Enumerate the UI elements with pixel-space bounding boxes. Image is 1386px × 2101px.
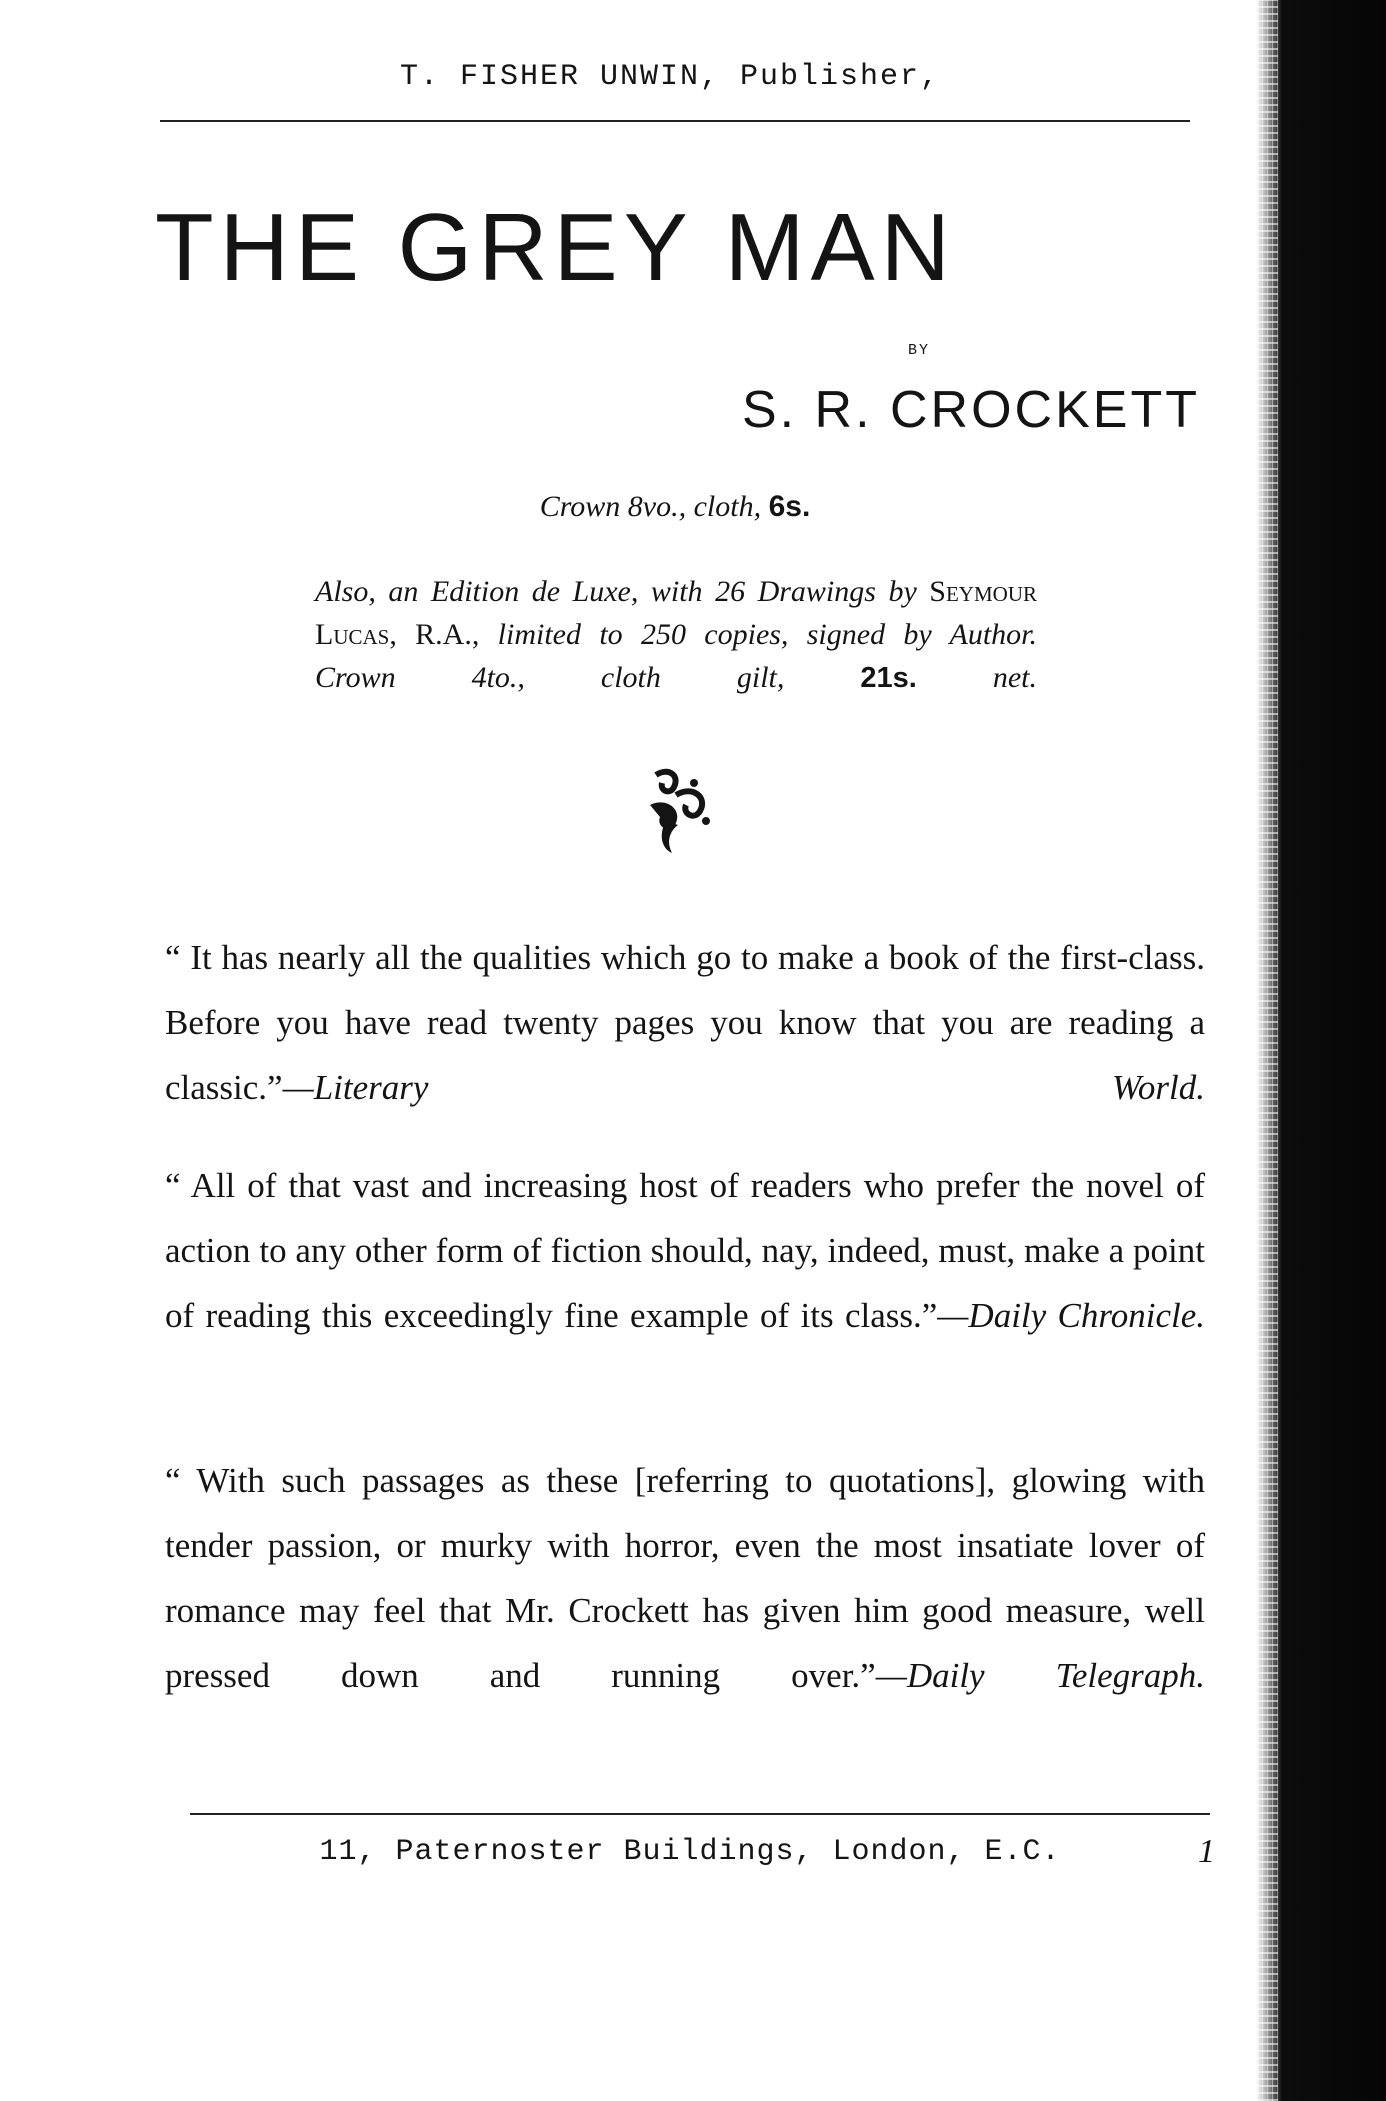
- edition-text-part2: limited to 250 copies, signed by Author. Crown 4to., cloth gilt,: [315, 618, 1037, 694]
- review-quote-literary-world: [165, 925, 1205, 1120]
- fleuron-ornament-icon: [636, 765, 716, 855]
- edition-net: net.: [992, 661, 1038, 694]
- review-quote-source: —Literary World.: [282, 1068, 1205, 1107]
- review-quote-text: “ It has nearly all the qualities which go to make a book of the first-class. Before you have read twenty pages you know that you are reading a classic.”: [165, 938, 1205, 1107]
- page-number: 1: [1198, 1833, 1215, 1870]
- edition-text-part1: Also, an Edition de Luxe, with 26 Drawings by: [315, 575, 917, 608]
- by-label: BY: [907, 342, 930, 359]
- author-name: S. R. CROCKETT: [741, 381, 1200, 439]
- book-title: THE GREY MAN: [155, 194, 956, 301]
- format-line: [160, 490, 1190, 524]
- review-quote-text: “ All of that vast and increasing host of readers who prefer the novel of action to any other form of fiction should, nay, indeed, must, make a point of reading this exceedingly fine example of its class.”: [165, 1166, 1205, 1335]
- format-price: 6s.: [768, 490, 811, 523]
- edition-illustrator: Seymour Lucas, R.A.,: [315, 575, 1037, 651]
- review-quote-daily-chronicle: [165, 1153, 1205, 1348]
- review-quote-source: —Daily Telegraph.: [875, 1656, 1205, 1695]
- review-quote-text: “ With such passages as these [referring to quotations], glowing with tender passion, or murky with horror, even the most insatiate lover of romance may feel that Mr. Crockett has given him good measure, well pressed down and running over.”: [165, 1461, 1205, 1695]
- review-quote-daily-telegraph: [165, 1448, 1205, 1708]
- footer-rule: [190, 1813, 1210, 1815]
- binding-edge-speckle: [1252, 0, 1278, 2101]
- publisher-address: 11, Paternoster Buildings, London, E.C.: [319, 1835, 1061, 1869]
- edition-de-luxe-note: [315, 570, 1037, 700]
- edition-price: 21s.: [860, 662, 917, 694]
- review-quote-source: —Daily Chronicle.: [937, 1296, 1205, 1335]
- header-rule: [160, 120, 1190, 122]
- format-description: Crown 8vo., cloth,: [539, 490, 762, 523]
- publisher-header: T. FISHER UNWIN, Publisher,: [399, 60, 941, 94]
